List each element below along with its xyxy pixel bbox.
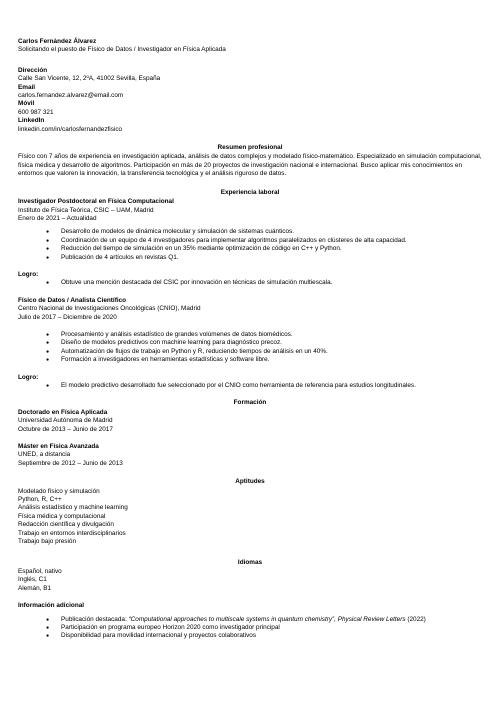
- list-item: ● Automatización de flujos de trabajo en Python y R, reduciendo tiempos de análisis en un 40%.: [46, 348, 482, 356]
- skill-item: Modelado físico y simulación: [18, 487, 100, 495]
- skill-item: Trabajo bajo presión: [18, 538, 77, 546]
- job-title: Físico de Datos / Analista Científico: [18, 296, 127, 304]
- address-label: Dirección: [18, 66, 48, 74]
- school-name: UNED, a distancia: [18, 451, 71, 459]
- achievement-list: [18, 279, 482, 287]
- list-item: ● Coordinación de un equipo de 4 investigadores para implementar algoritmos paralelizados en clústeres de alta capacidad.: [46, 237, 482, 245]
- job-title: Investigador Postdoctoral en Física Computacional: [18, 198, 174, 206]
- list-item: ● Formación a investigadores en herramientas estadísticas y software libre.: [46, 356, 482, 364]
- address-value: Calle San Vicente, 12, 2ºA, 41002 Sevilla, España: [18, 75, 161, 83]
- education-entry-2: [18, 443, 482, 468]
- skill-item: Trabajo en entornos interdisciplinarios: [18, 529, 126, 537]
- job-dates: Julio de 2017 – Diciembre de 2020: [18, 313, 117, 321]
- list-item: ● Reducción del tiempo de simulación en un 35% mediante optimización de código en C++ y Python.: [46, 245, 482, 253]
- list-item: ● Desarrollo de modelos de dinámica molecular y simulación de sistemas cuánticos.: [46, 228, 482, 236]
- additional-info-heading: Información adicional: [18, 602, 85, 610]
- job-entry-2: [18, 297, 482, 391]
- skill-item: Python, R, C++: [18, 496, 62, 504]
- experience-heading: Experiencia laboral: [220, 188, 280, 196]
- school-name: Universidad Autónoma de Madrid: [18, 417, 113, 425]
- publication-prefix: Publicación destacada:: [61, 615, 129, 623]
- contact-block: [18, 67, 482, 134]
- language-item: Español, nativo: [18, 567, 62, 575]
- summary-text: Físico con 7 años de experiencia en investigación aplicada, análisis de datos complejos y modelado físico-matemático. Especializado en simulación computacional, física médica y desarrollo de algoritmos. Participación en más de 20 proyectos de investigación nacional e internacional. Busco aplicar mis conocimientos en entornos que valoren la innovación, la transferencia tecnológica y el análisis riguroso de datos.: [18, 153, 482, 178]
- resume-header: [18, 38, 482, 55]
- job-bullets: [18, 228, 482, 262]
- linkedin-label: LinkedIn: [18, 117, 45, 125]
- skills-list: [18, 488, 482, 547]
- list-item: ● Disponibilidad para movilidad internacional y proyectos colaborativos: [46, 632, 482, 640]
- degree-title: Doctorado en Física Aplicada: [18, 408, 108, 416]
- publication-year: (2022): [405, 615, 426, 623]
- list-item: [46, 616, 482, 624]
- achievement-label: Logro:: [18, 373, 39, 381]
- phone-value: 600 987 321: [18, 108, 54, 116]
- job-bullets: [18, 331, 482, 365]
- candidate-subtitle: Solicitando el puesto de Físico de Datos / Investigador en Física Aplicada: [18, 46, 226, 54]
- list-item: ● Participación en programa europeo Horizon 2020 como investigador principal: [46, 624, 482, 632]
- list-item: ● El modelo predictivo desarrollado fue seleccionado por el CNIO como herramienta de referencia para estudios longitudinales.: [46, 382, 482, 390]
- list-item: ● Diseño de modelos predictivos con machine learning para diagnóstico precoz.: [46, 339, 482, 347]
- job-dates: Enero de 2021 – Actualidad: [18, 214, 97, 222]
- achievement-label: Logro:: [18, 270, 39, 278]
- language-item: Alemán, B1: [18, 584, 52, 592]
- publication-title: “Computational approaches to multiscale systems in quantum chemistry”, Physical Review Letters: [128, 615, 406, 623]
- additional-info-list: [18, 616, 482, 641]
- skill-item: Física médica y computacional: [18, 512, 106, 520]
- skills-heading: Aptitudes: [235, 478, 265, 486]
- languages-list: [18, 568, 482, 593]
- education-dates: Septiembre de 2012 – Junio de 2013: [18, 459, 123, 467]
- list-item: ● Procesamiento y análisis estadístico de grandes volúmenes de datos biomédicos.: [46, 331, 482, 339]
- email-value[interactable]: carlos.fernandez.alvarez@email.com: [18, 92, 124, 100]
- job-entry-1: [18, 198, 482, 288]
- education-entry-1: [18, 409, 482, 434]
- list-item: ● Obtuve una mención destacada del CSIC por innovación en técnicas de simulación multiescala.: [46, 279, 482, 287]
- phone-label: Móvil: [18, 100, 35, 108]
- linkedin-value[interactable]: linkedin.com/in/carlosfernandezfisico: [18, 125, 123, 133]
- summary-heading: Resumen profesional: [217, 144, 283, 152]
- candidate-name: Carlos Fernández Álvarez: [18, 38, 97, 45]
- education-dates: Octubre de 2013 – Junio de 2017: [18, 425, 113, 433]
- skill-item: Análisis estadístico y machine learning: [18, 504, 128, 512]
- list-item: ● Publicación de 4 artículos en revistas Q1.: [46, 254, 482, 262]
- languages-heading: Idiomas: [237, 558, 263, 566]
- language-item: Inglés, C1: [18, 576, 47, 584]
- job-organization: Centro Nacional de Investigaciones Oncológicas (CNIO), Madrid: [18, 305, 201, 313]
- degree-title: Máster en Física Avanzada: [18, 443, 99, 451]
- skill-item: Redacción científica y divulgación: [18, 521, 114, 529]
- email-label: Email: [18, 83, 36, 91]
- achievement-list: [18, 382, 482, 390]
- education-heading: Formación: [233, 399, 267, 407]
- job-organization: Instituto de Física Teórica, CSIC – UAM, Madrid: [18, 206, 154, 214]
